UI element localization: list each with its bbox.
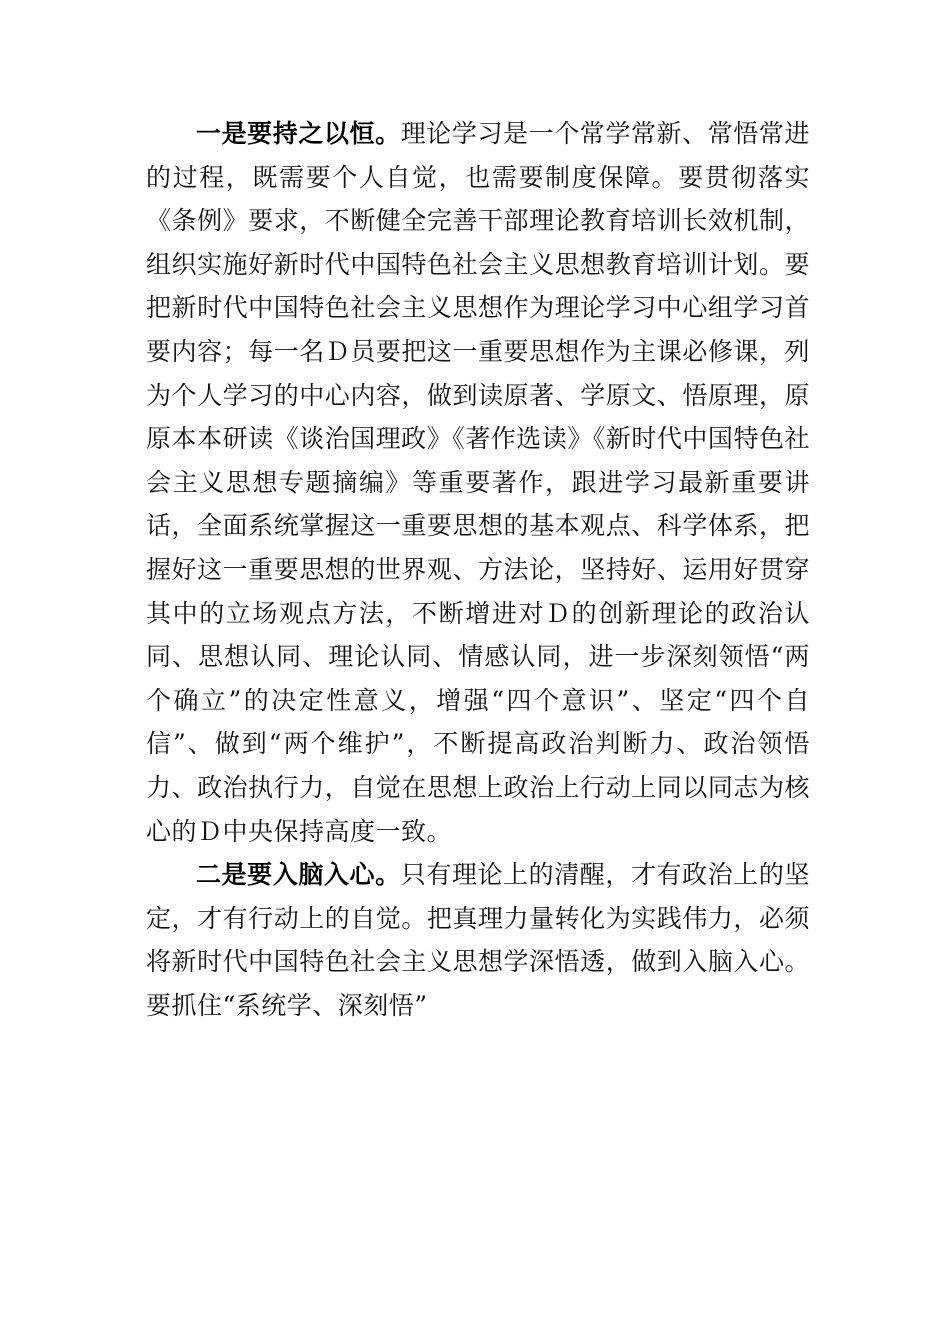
- paragraph-lead-heading: 一是要持之以恒。: [196, 119, 401, 148]
- paragraph-persistence: [146, 112, 810, 853]
- paragraph-lead-heading: 二是要入脑入心。: [196, 860, 401, 890]
- paragraph-internalize: [146, 853, 810, 1027]
- document-body: [146, 112, 810, 1027]
- paragraph-body-text: 理论学习是一个常学常新、常悟常进的过程，既需要个人自觉，也需要制度保障。要贯彻落实《条例》要求，不断健全完善干部理论教育培训长效机制，组织实施好新时代中国特色社会主义思想教育培训计划。要把新时代中国特色社会主义思想作为理论学习中心组学习首要内容；每一名Ｄ员要把这一重要思想作为主课必修课，列为个人学习的中心内容，做到读原著、学原文、悟原理，原原本本研读《谈治国理政》《著作选读》《新时代中国特色社会主义思想专题摘编》等重要著作，跟进学习最新重要讲话，全面系统掌握这一重要思想的基本观点、科学体系，把握好这一重要思想的世界观、方法论，坚持好、运用好贯穿其中的立场观点方法，不断增进对Ｄ的创新理论的政治认同、思想认同、理论认同、情感认同，进一步深刻领悟“两个确立”的决定性意义，增强“四个意识”、坚定“四个自信”、做到“两个维护”，不断提高政治判断力、政治领悟力、政治执行力，自觉在思想上政治上行动上同以同志为核心的Ｄ中央保持高度一致。: [146, 119, 810, 846]
- paragraph-body-text: 只有理论上的清醒，才有政治上的坚定，才有行动上的自觉。把真理力量转化为实践伟力，必须将新时代中国特色社会主义思想学深悟透，做到入脑入心。要抓住“系统学、深刻悟”: [146, 860, 810, 1020]
